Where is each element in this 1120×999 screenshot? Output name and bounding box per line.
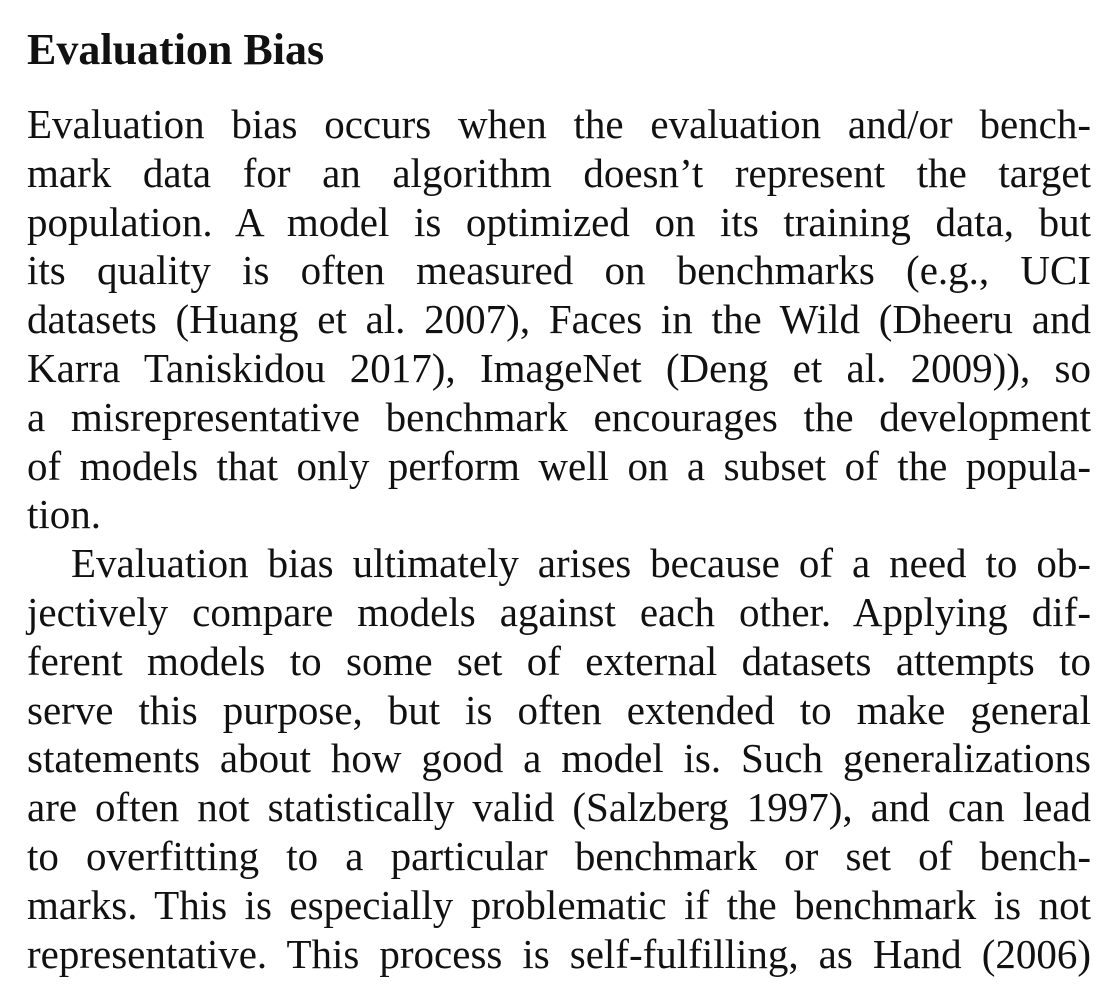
- text-line: Evaluation bias occurs when the evaluation and/or bench-: [27, 101, 1091, 147]
- text-line: jectively compare models against each other. Applying dif-: [27, 588, 1091, 635]
- text-line: are often not statistically valid (Salzberg 1997), and can lead: [27, 784, 1091, 831]
- text-line: a misrepresentative benchmark encourages the development: [27, 393, 1091, 440]
- section-heading: Evaluation Bias: [27, 25, 325, 74]
- text-line: its quality is often measured on benchmarks (e.g., UCI: [27, 247, 1091, 294]
- text-line: of models that only perform well on a subset of the popula-: [27, 442, 1091, 489]
- text-line: serve this purpose, but is often extended to make general: [27, 686, 1091, 733]
- text-line: to overfitting to a particular benchmark or set of bench-: [27, 832, 1091, 879]
- text-line: datasets (Huang et al. 2007), Faces in the Wild (Dheeru and: [27, 296, 1091, 343]
- text-line: representative. This process is self-fulfilling, as Hand (2006): [27, 930, 1091, 977]
- text-line: Karra Taniskidou 2017), ImageNet (Deng et al. 2009)), so: [27, 344, 1091, 391]
- text-line: marks. This is especially problematic if the benchmark is not: [27, 881, 1091, 928]
- text-line: Evaluation bias ultimately arises because of a need to ob-: [71, 540, 1091, 587]
- text-line: statements about how good a model is. Such generalizations: [27, 735, 1091, 782]
- paragraph-1: [27, 100, 1091, 539]
- text-line: population. A model is optimized on its training data, but: [27, 198, 1091, 245]
- text-line: ferent models to some set of external datasets attempts to: [27, 637, 1091, 684]
- paragraph-2: [27, 539, 1091, 978]
- paper-page: [27, 0, 1091, 978]
- text-line: tion.: [27, 491, 102, 538]
- text-line: mark data for an algorithm doesn’t represent the target: [27, 149, 1091, 196]
